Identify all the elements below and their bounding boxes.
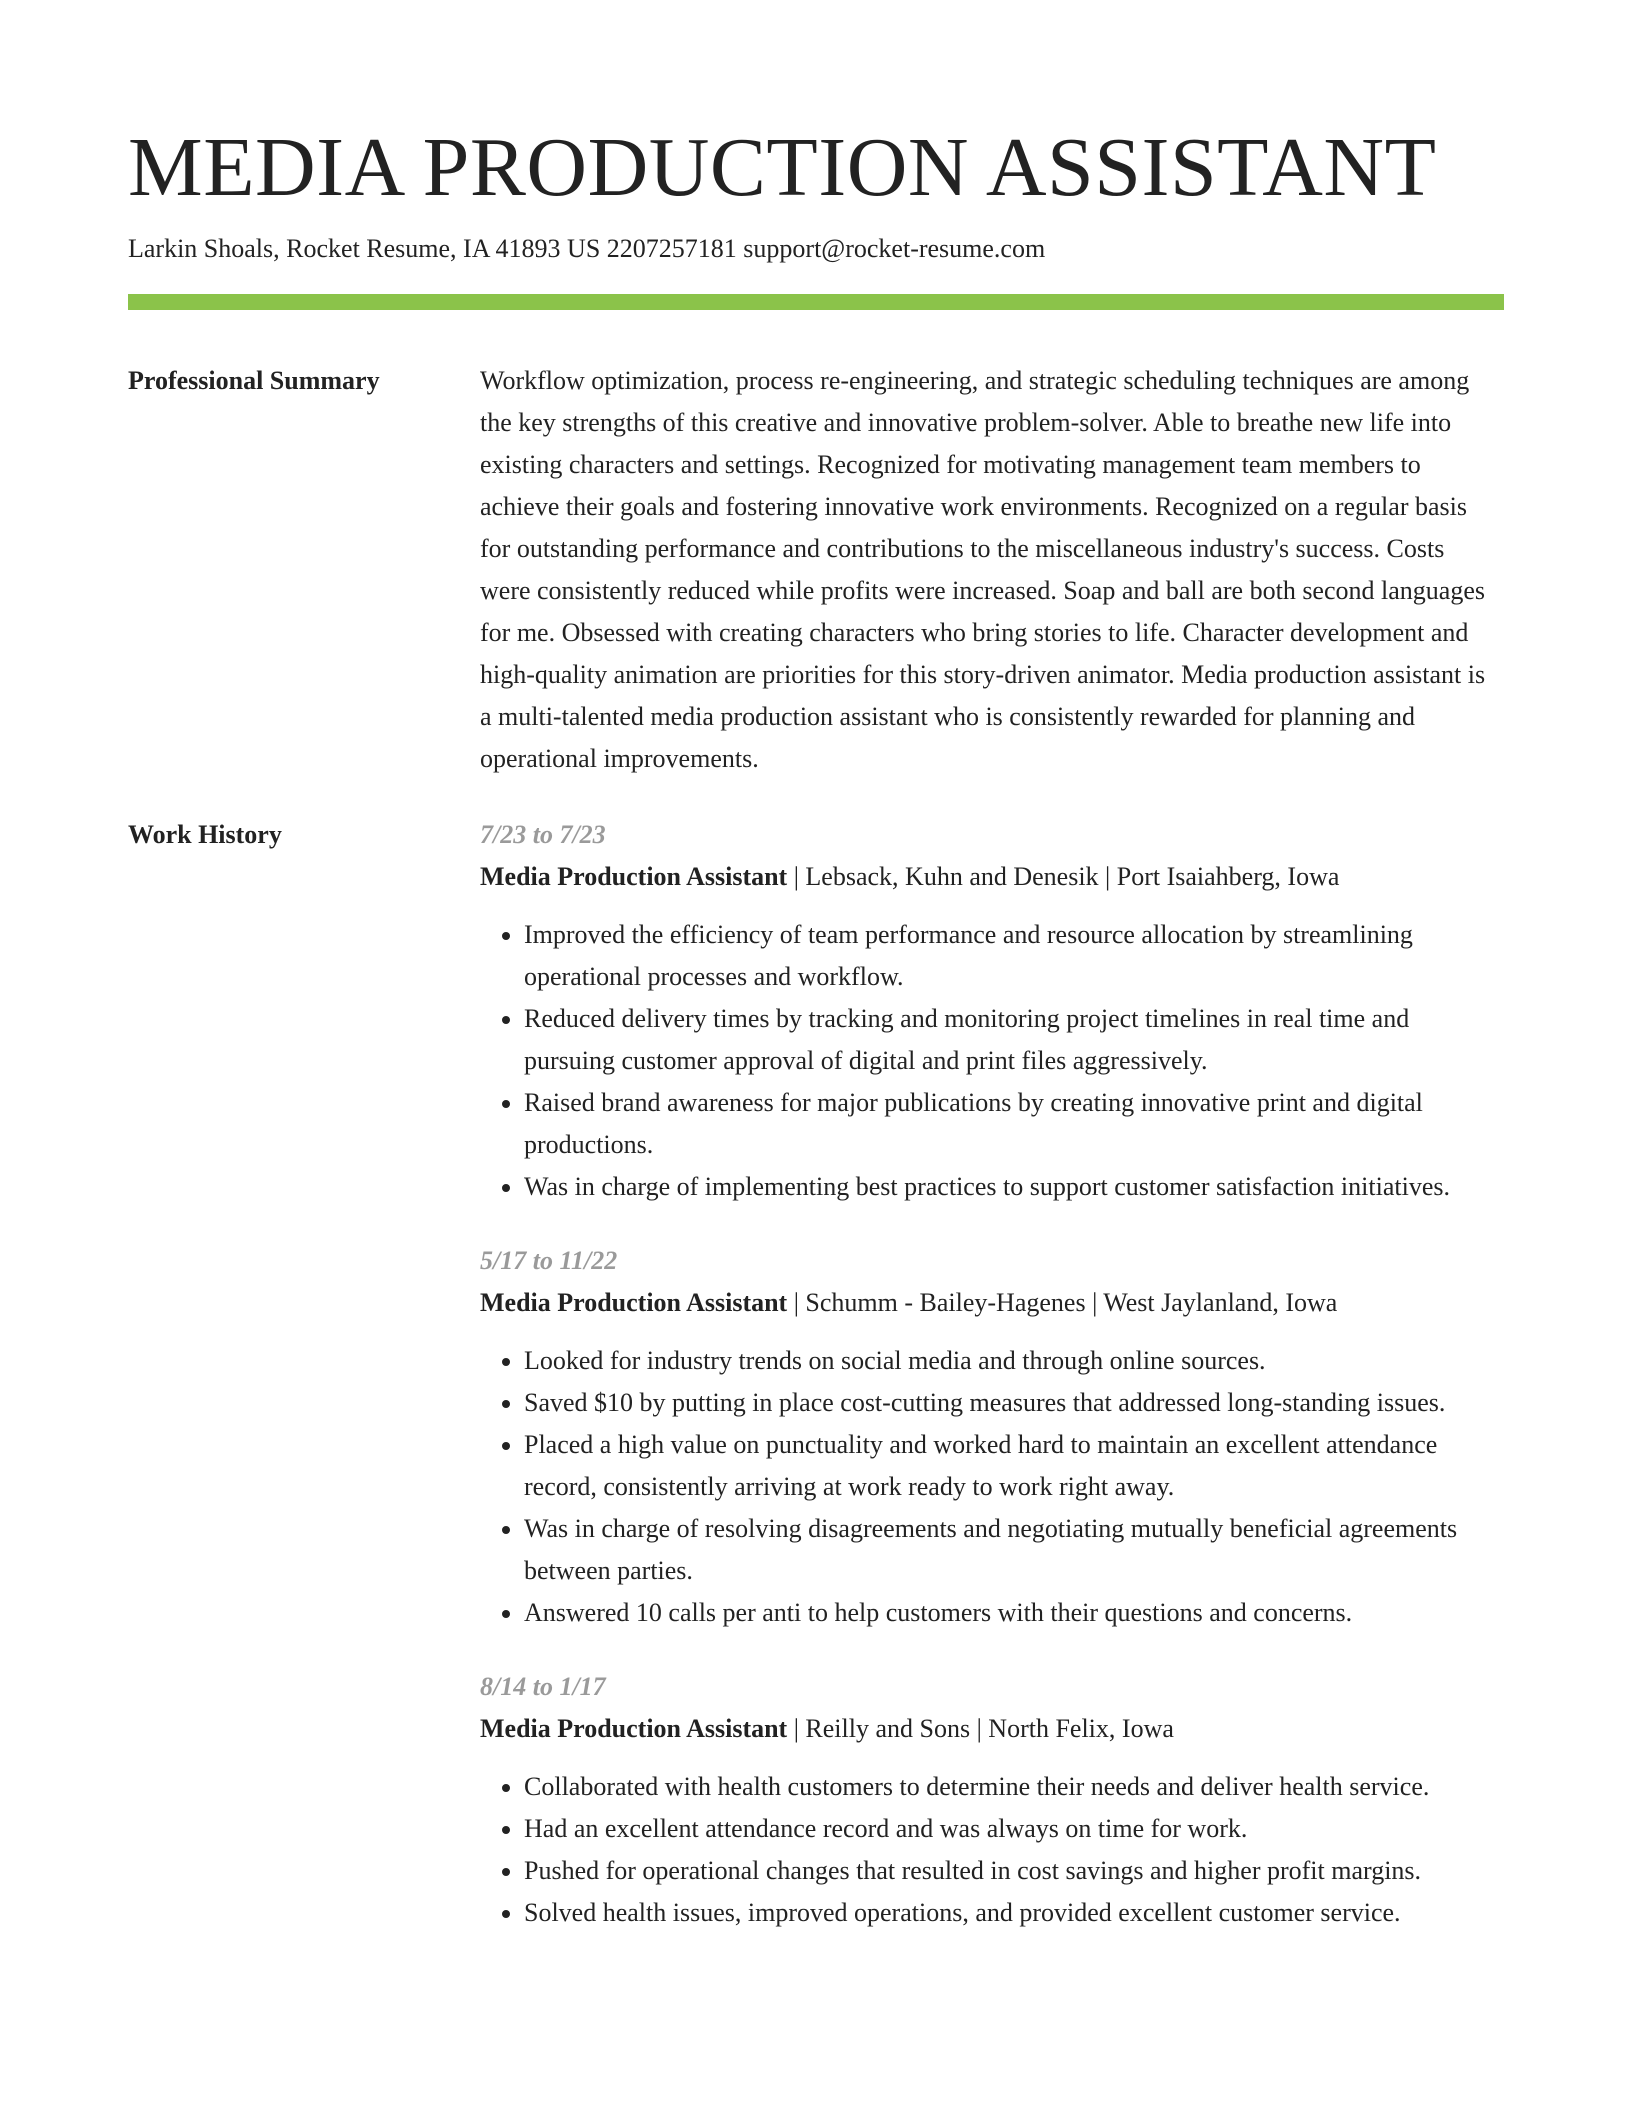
contact-line: Larkin Shoals, Rocket Resume, IA 41893 US 2207257181 support@rocket-resume.com [128, 234, 1046, 263]
job-dates: 5/17 to 11/22 [480, 1246, 618, 1275]
job-employer-location: | Reilly and Sons | North Felix, Iowa [787, 1714, 1174, 1743]
work-history-label: Work History [128, 820, 282, 849]
job-entry [480, 1666, 1504, 1934]
job-bullet: • Answered 10 calls per anti to help customers with their questions and concerns. [524, 1592, 1504, 1634]
work-history-body [480, 814, 1504, 1966]
job-dates: 7/23 to 7/23 [480, 820, 606, 849]
job-bullet: • Was in charge of resolving disagreements and negotiating mutually beneficial agreements between parties. [524, 1508, 1504, 1592]
job-title: Media Production Assistant [480, 1714, 788, 1743]
job-heading [480, 1708, 1504, 1750]
summary-text: Workflow optimization, process re-engineering, and strategic scheduling techniques are among the key strengths of this creative and innovative problem-solver. Able to breathe new life into existing characters and settings. Recognized for motivating management team members to achieve their goals and fostering innovative work environments. Recognized on a regular basis for outstanding performance and contributions to the miscellaneous industry's success. Costs were consistently reduced while profits were increased. Soap and ball are both second languages for me. Obsessed with creating characters who bring stories to life. Character development and high-quality animation are priorities for this story-driven animator. Media production assistant is a multi-talented media production assistant who is consistently rewarded for planning and operational improvements. [480, 366, 1486, 773]
job-dates: 8/14 to 1/17 [480, 1672, 606, 1701]
summary-label: Professional Summary [128, 366, 380, 395]
job-bullet: • Was in charge of implementing best practices to support customer satisfaction initiatives. [524, 1166, 1504, 1208]
job-bullet: • Raised brand awareness for major publications by creating innovative print and digital productions. [524, 1082, 1504, 1166]
job-bullet: • Placed a high value on punctuality and worked hard to maintain an excellent attendance record, consistently arriving at work ready to work right away. [524, 1424, 1504, 1508]
job-bullet: • Pushed for operational changes that resulted in cost savings and higher profit margins. [524, 1850, 1504, 1892]
job-entry [480, 1240, 1504, 1634]
job-entry [480, 814, 1504, 1208]
job-bullet: • Saved $10 by putting in place cost-cutting measures that addressed long-standing issues. [524, 1382, 1504, 1424]
summary-body [480, 360, 1504, 780]
job-bullets [480, 914, 1504, 1208]
resume-name: MEDIA PRODUCTION ASSISTANT [128, 121, 1437, 214]
job-bullet: • Had an excellent attendance record and was always on time for work. [524, 1808, 1504, 1850]
job-heading [480, 1282, 1504, 1324]
job-employer-location: | Lebsack, Kuhn and Denesik | Port Isaiahberg, Iowa [787, 862, 1340, 891]
job-employer-location: | Schumm - Bailey-Hagenes | West Jaylanland, Iowa [787, 1288, 1338, 1317]
job-title: Media Production Assistant [480, 1288, 788, 1317]
job-bullets [480, 1340, 1504, 1634]
header-divider [128, 294, 1504, 310]
resume-page [128, 0, 1504, 1966]
job-bullet: • Reduced delivery times by tracking and monitoring project timelines in real time and pursuing customer approval of digital and print files aggressively. [524, 998, 1504, 1082]
summary-section [128, 360, 1504, 780]
job-bullet: • Solved health issues, improved operations, and provided excellent customer service. [524, 1892, 1504, 1934]
job-heading [480, 856, 1504, 898]
job-title: Media Production Assistant [480, 862, 788, 891]
work-history-section [128, 814, 1504, 1966]
job-bullet: • Looked for industry trends on social media and through online sources. [524, 1340, 1504, 1382]
job-bullet: • Collaborated with health customers to determine their needs and deliver health service. [524, 1766, 1504, 1808]
job-bullet: • Improved the efficiency of team performance and resource allocation by streamlining operational processes and workflow. [524, 914, 1504, 998]
job-bullets [480, 1766, 1504, 1934]
